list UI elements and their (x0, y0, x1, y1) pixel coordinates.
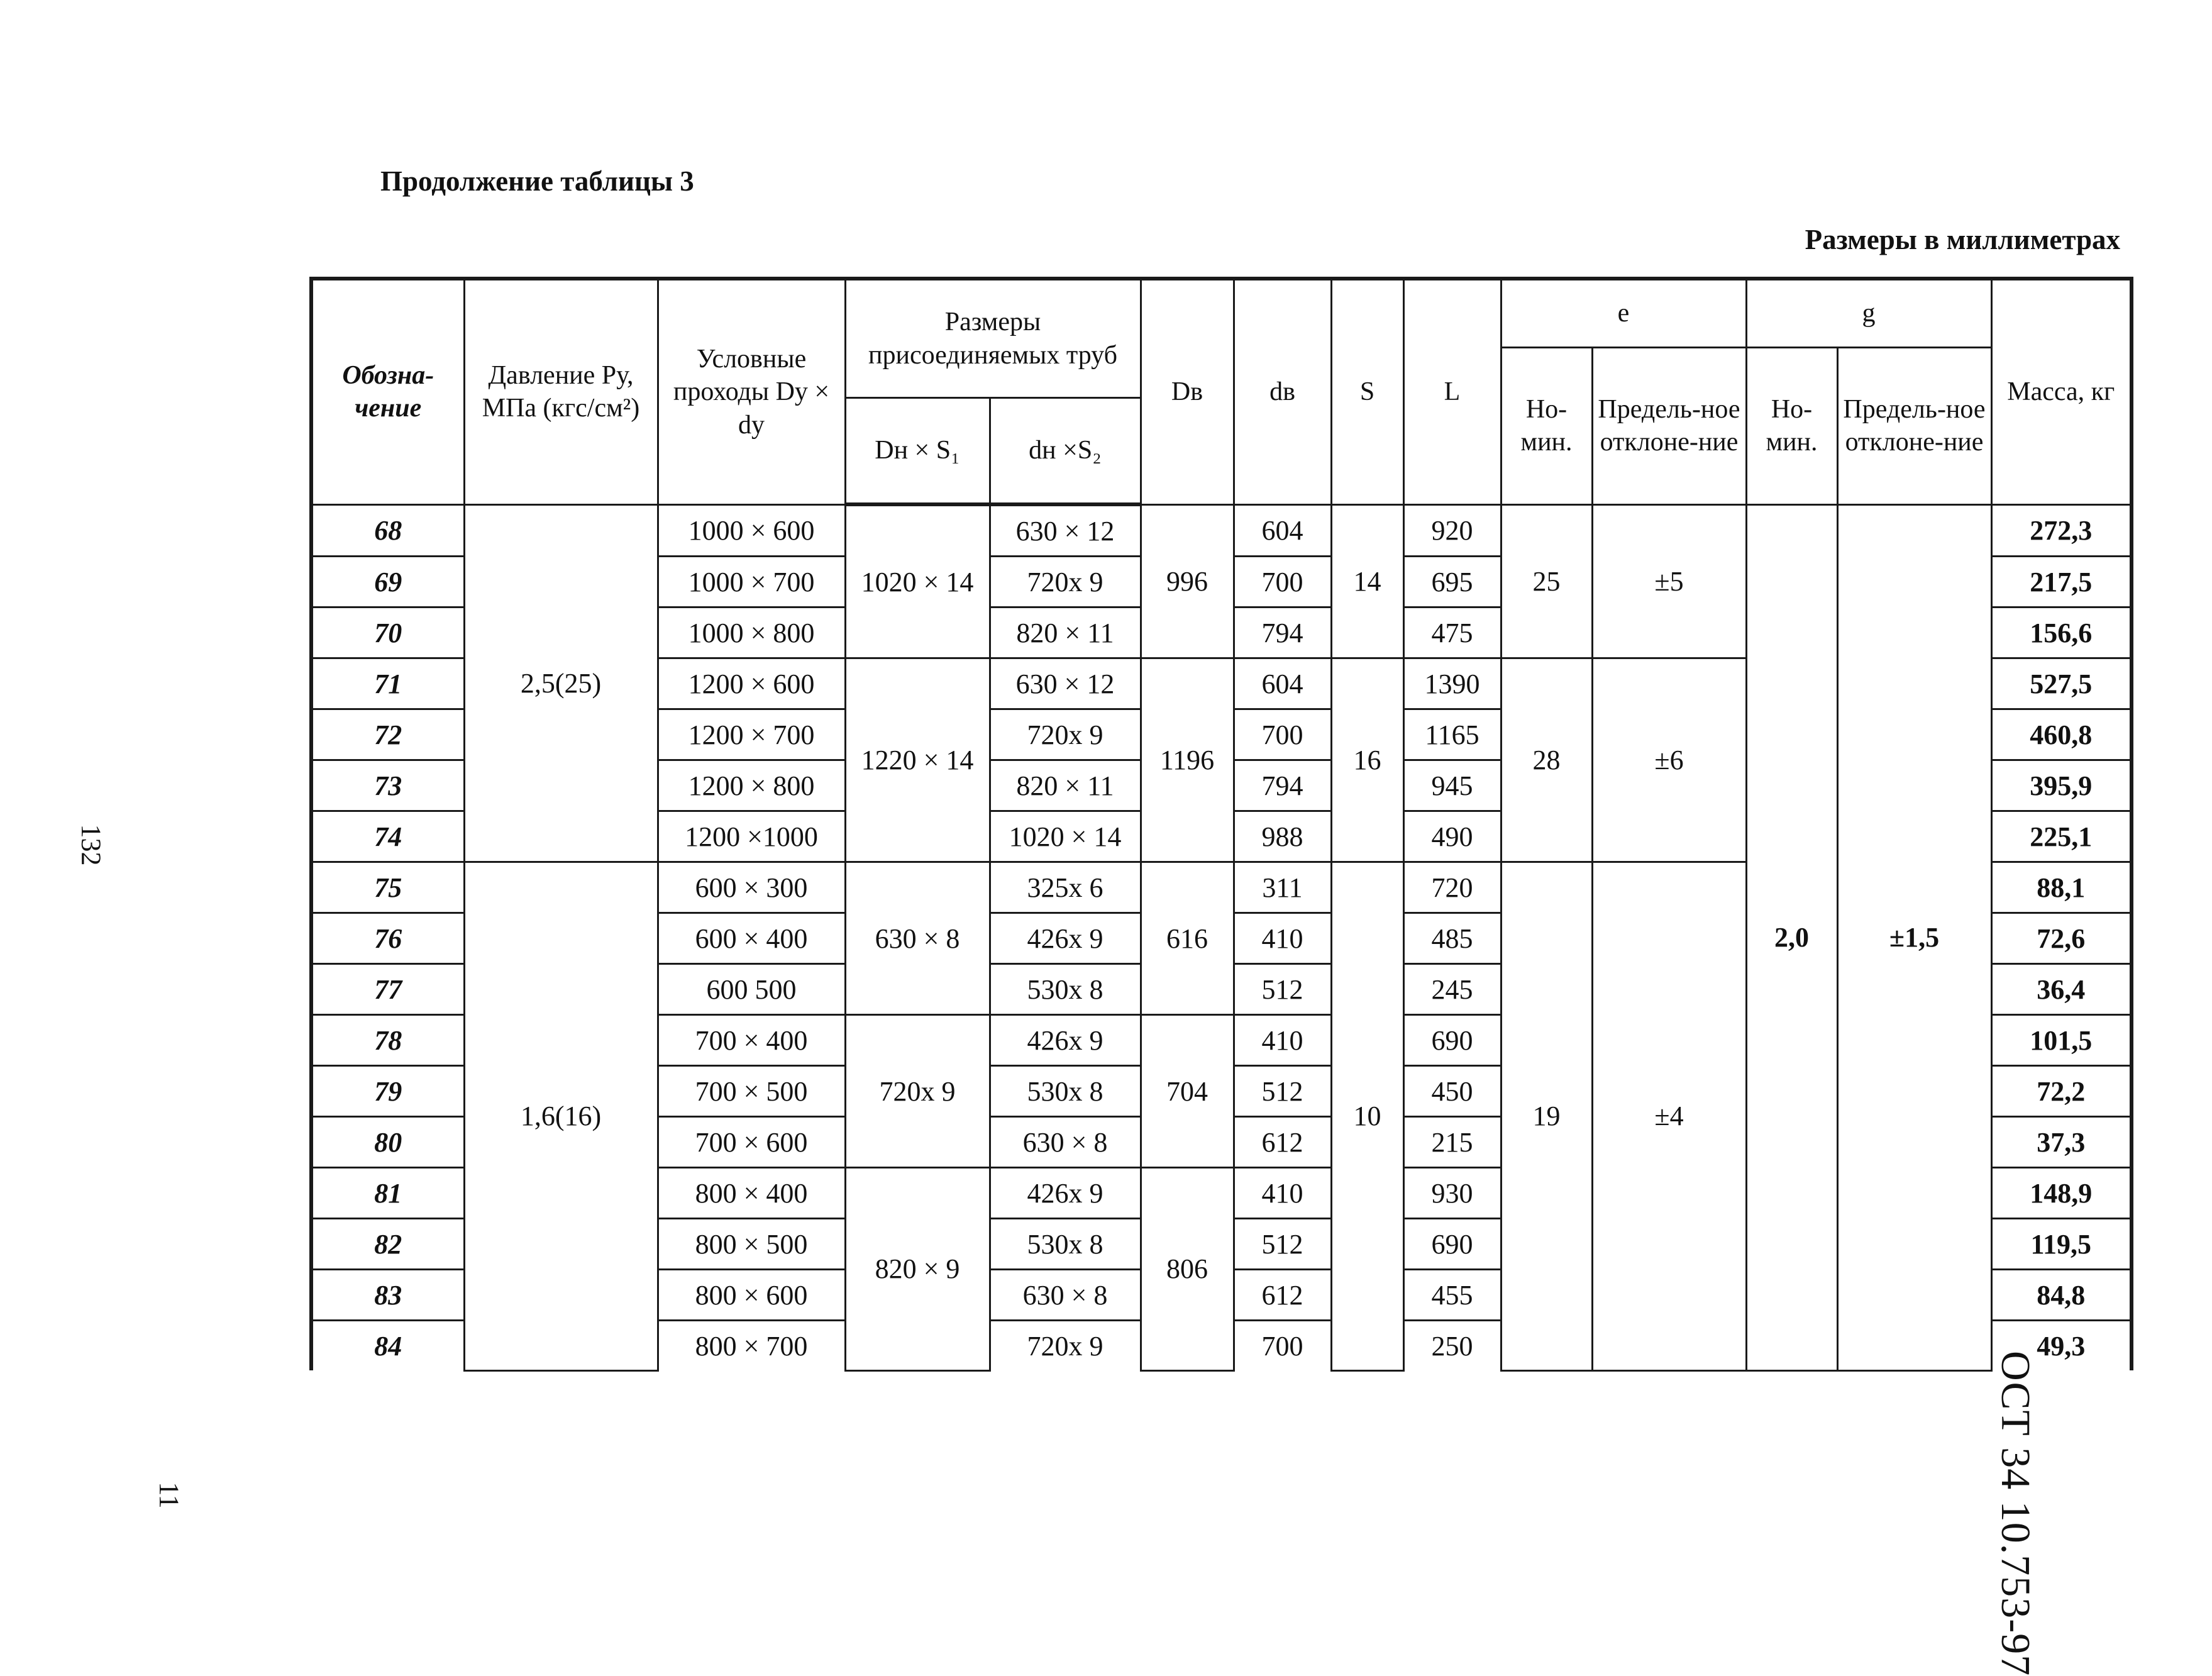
cell-id: 81 (311, 1168, 464, 1219)
cell-dn-s2: 530х 8 (990, 1066, 1141, 1117)
cell-pressure: 2,5(25) (464, 504, 658, 862)
cell-dv: 604 (1234, 504, 1331, 557)
dimensions-table (309, 277, 2133, 1372)
cell-dn-s2: 820 × 11 (990, 608, 1141, 658)
cell-dn-s2: 720х 9 (990, 709, 1141, 760)
header-Dv: Dв (1141, 279, 1234, 504)
cell-id: 69 (311, 557, 464, 608)
cell-dn-s2: 325х 6 (990, 862, 1141, 913)
cell-Dv: 806 (1141, 1168, 1234, 1371)
cell-L: 690 (1403, 1015, 1501, 1066)
cell-L: 930 (1403, 1168, 1501, 1219)
cell-dv: 988 (1234, 811, 1331, 862)
header-pressure: Давление Ру, МПа (кгс/см²) (464, 279, 658, 504)
cell-L: 245 (1403, 964, 1501, 1015)
cell-mass: 148,9 (1991, 1168, 2132, 1219)
cell-dn-s2: 530х 8 (990, 964, 1141, 1015)
cell-S: 10 (1331, 862, 1403, 1371)
cell-pressure: 1,6(16) (464, 862, 658, 1371)
cell-mass: 272,3 (1991, 504, 2132, 557)
cell-L: 455 (1403, 1270, 1501, 1321)
cell-dv: 612 (1234, 1270, 1331, 1321)
cell-L: 450 (1403, 1066, 1501, 1117)
cell-L: 690 (1403, 1219, 1501, 1270)
header-dn-s2: dн ×S₂ (990, 398, 1141, 505)
cell-e-tolerance: ±5 (1592, 504, 1746, 658)
header-g-tolerance: Предель-ное отклоне-ние (1837, 348, 1991, 505)
cell-dn-s1: 720х 9 (845, 1015, 990, 1168)
cell-mass: 36,4 (1991, 964, 2132, 1015)
cell-passage: 1000 × 700 (658, 557, 845, 608)
cell-L: 215 (1403, 1117, 1501, 1168)
cell-dn-s2: 720х 9 (990, 1321, 1141, 1371)
cell-mass: 84,8 (1991, 1270, 2132, 1321)
cell-dv: 410 (1234, 1015, 1331, 1066)
cell-dn-s2: 630 × 12 (990, 658, 1141, 709)
header-e-tolerance: Предель-ное отклоне-ние (1592, 348, 1746, 505)
cell-e-nominal: 28 (1501, 658, 1592, 862)
cell-passage: 700 × 600 (658, 1117, 845, 1168)
header-dn-s1: Dн × S₁ (845, 398, 990, 505)
cell-dv: 612 (1234, 1117, 1331, 1168)
cell-L: 1165 (1403, 709, 1501, 760)
cell-mass: 527,5 (1991, 658, 2132, 709)
cell-passage: 700 × 500 (658, 1066, 845, 1117)
cell-dv: 512 (1234, 1066, 1331, 1117)
cell-passage: 800 × 400 (658, 1168, 845, 1219)
cell-g-tolerance: ±1,5 (1837, 504, 1991, 1370)
cell-mass: 101,5 (1991, 1015, 2132, 1066)
cell-id: 74 (311, 811, 464, 862)
header-mass: Масса, кг (1991, 279, 2132, 504)
cell-L: 1390 (1403, 658, 1501, 709)
cell-id: 71 (311, 658, 464, 709)
cell-L: 720 (1403, 862, 1501, 913)
cell-dn-s2: 530х 8 (990, 1219, 1141, 1270)
cell-id: 68 (311, 504, 464, 557)
cell-dn-s1: 820 × 9 (845, 1168, 990, 1371)
cell-L: 695 (1403, 557, 1501, 608)
table-caption: Продолжение таблицы 3 (380, 165, 694, 197)
cell-L: 490 (1403, 811, 1501, 862)
header-e-nominal: Но-мин. (1501, 348, 1592, 505)
cell-dv: 700 (1234, 1321, 1331, 1371)
cell-passage: 1200 × 600 (658, 658, 845, 709)
cell-dn-s1: 1020 × 14 (845, 504, 990, 658)
units-note: Размеры в миллиметрах (1805, 224, 2120, 255)
header-S: S (1331, 279, 1403, 504)
cell-id: 77 (311, 964, 464, 1015)
cell-Dv: 616 (1141, 862, 1234, 1015)
cell-e-tolerance: ±6 (1592, 658, 1746, 862)
cell-id: 82 (311, 1219, 464, 1270)
cell-passage: 700 × 400 (658, 1015, 845, 1066)
cell-L: 945 (1403, 760, 1501, 811)
cell-dv: 410 (1234, 913, 1331, 964)
cell-L: 920 (1403, 504, 1501, 557)
cell-dv: 311 (1234, 862, 1331, 913)
cell-g-nominal: 2,0 (1746, 504, 1837, 1370)
header-g: g (1746, 279, 1991, 348)
cell-S: 16 (1331, 658, 1403, 862)
header-L: L (1403, 279, 1501, 504)
cell-id: 84 (311, 1321, 464, 1371)
cell-id: 70 (311, 608, 464, 658)
cell-dv: 512 (1234, 1219, 1331, 1270)
cell-mass: 88,1 (1991, 862, 2132, 913)
cell-passage: 1200 × 700 (658, 709, 845, 760)
cell-passage: 600 × 400 (658, 913, 845, 964)
cell-id: 79 (311, 1066, 464, 1117)
document-code: ОСТ 34 10.753-97 (1993, 1351, 2038, 1676)
cell-dv: 700 (1234, 557, 1331, 608)
cell-mass: 460,8 (1991, 709, 2132, 760)
table-row (311, 504, 2132, 557)
cell-e-nominal: 25 (1501, 504, 1592, 658)
cell-dn-s2: 720х 9 (990, 557, 1141, 608)
header-passage: Условные проходы Dу × dу (658, 279, 845, 504)
cell-S: 14 (1331, 504, 1403, 658)
page-number-rotated: 132 (75, 824, 107, 866)
cell-Dv: 996 (1141, 504, 1234, 658)
cell-mass: 72,6 (1991, 913, 2132, 964)
cell-id: 76 (311, 913, 464, 964)
cell-passage: 1000 × 800 (658, 608, 845, 658)
cell-dn-s2: 426х 9 (990, 913, 1141, 964)
cell-mass: 156,6 (1991, 608, 2132, 658)
header-pipe-sizes: Размеры присоединяемых труб (845, 279, 1141, 398)
cell-dn-s2: 630 × 8 (990, 1270, 1141, 1321)
cell-passage: 600 500 (658, 964, 845, 1015)
cell-mass: 37,3 (1991, 1117, 2132, 1168)
cell-dn-s2: 630 × 12 (990, 504, 1141, 557)
cell-passage: 1000 × 600 (658, 504, 845, 557)
header-dv: dв (1234, 279, 1331, 504)
cell-dn-s2: 426х 9 (990, 1168, 1141, 1219)
cell-mass: 395,9 (1991, 760, 2132, 811)
cell-passage: 1200 ×1000 (658, 811, 845, 862)
cell-dv: 512 (1234, 964, 1331, 1015)
page-number-bottom: 11 (153, 1482, 185, 1509)
cell-Dv: 704 (1141, 1015, 1234, 1168)
cell-passage: 800 × 700 (658, 1321, 845, 1371)
cell-id: 75 (311, 862, 464, 913)
cell-dn-s2: 630 × 8 (990, 1117, 1141, 1168)
cell-e-nominal: 19 (1501, 862, 1592, 1371)
cell-dv: 410 (1234, 1168, 1331, 1219)
cell-id: 80 (311, 1117, 464, 1168)
cell-L: 485 (1403, 913, 1501, 964)
cell-mass: 49,3 (1991, 1321, 2132, 1371)
cell-id: 78 (311, 1015, 464, 1066)
cell-dn-s1: 1220 × 14 (845, 658, 990, 862)
cell-mass: 72,2 (1991, 1066, 2132, 1117)
cell-id: 72 (311, 709, 464, 760)
cell-mass: 217,5 (1991, 557, 2132, 608)
cell-dv: 794 (1234, 608, 1331, 658)
cell-id: 73 (311, 760, 464, 811)
cell-e-tolerance: ±4 (1592, 862, 1746, 1371)
header-g-nominal: Но-мин. (1746, 348, 1837, 505)
cell-dn-s2: 426х 9 (990, 1015, 1141, 1066)
cell-passage: 1200 × 800 (658, 760, 845, 811)
header-designation: Обозна-чение (311, 279, 464, 504)
cell-passage: 800 × 500 (658, 1219, 845, 1270)
cell-passage: 800 × 600 (658, 1270, 845, 1321)
cell-mass: 225,1 (1991, 811, 2132, 862)
cell-L: 475 (1403, 608, 1501, 658)
cell-dn-s2: 1020 × 14 (990, 811, 1141, 862)
cell-dv: 604 (1234, 658, 1331, 709)
cell-dv: 794 (1234, 760, 1331, 811)
cell-L: 250 (1403, 1321, 1501, 1371)
cell-dv: 700 (1234, 709, 1331, 760)
cell-dn-s2: 820 × 11 (990, 760, 1141, 811)
cell-mass: 119,5 (1991, 1219, 2132, 1270)
cell-id: 83 (311, 1270, 464, 1321)
cell-dn-s1: 630 × 8 (845, 862, 990, 1015)
cell-passage: 600 × 300 (658, 862, 845, 913)
cell-Dv: 1196 (1141, 658, 1234, 862)
header-e: e (1501, 279, 1746, 348)
